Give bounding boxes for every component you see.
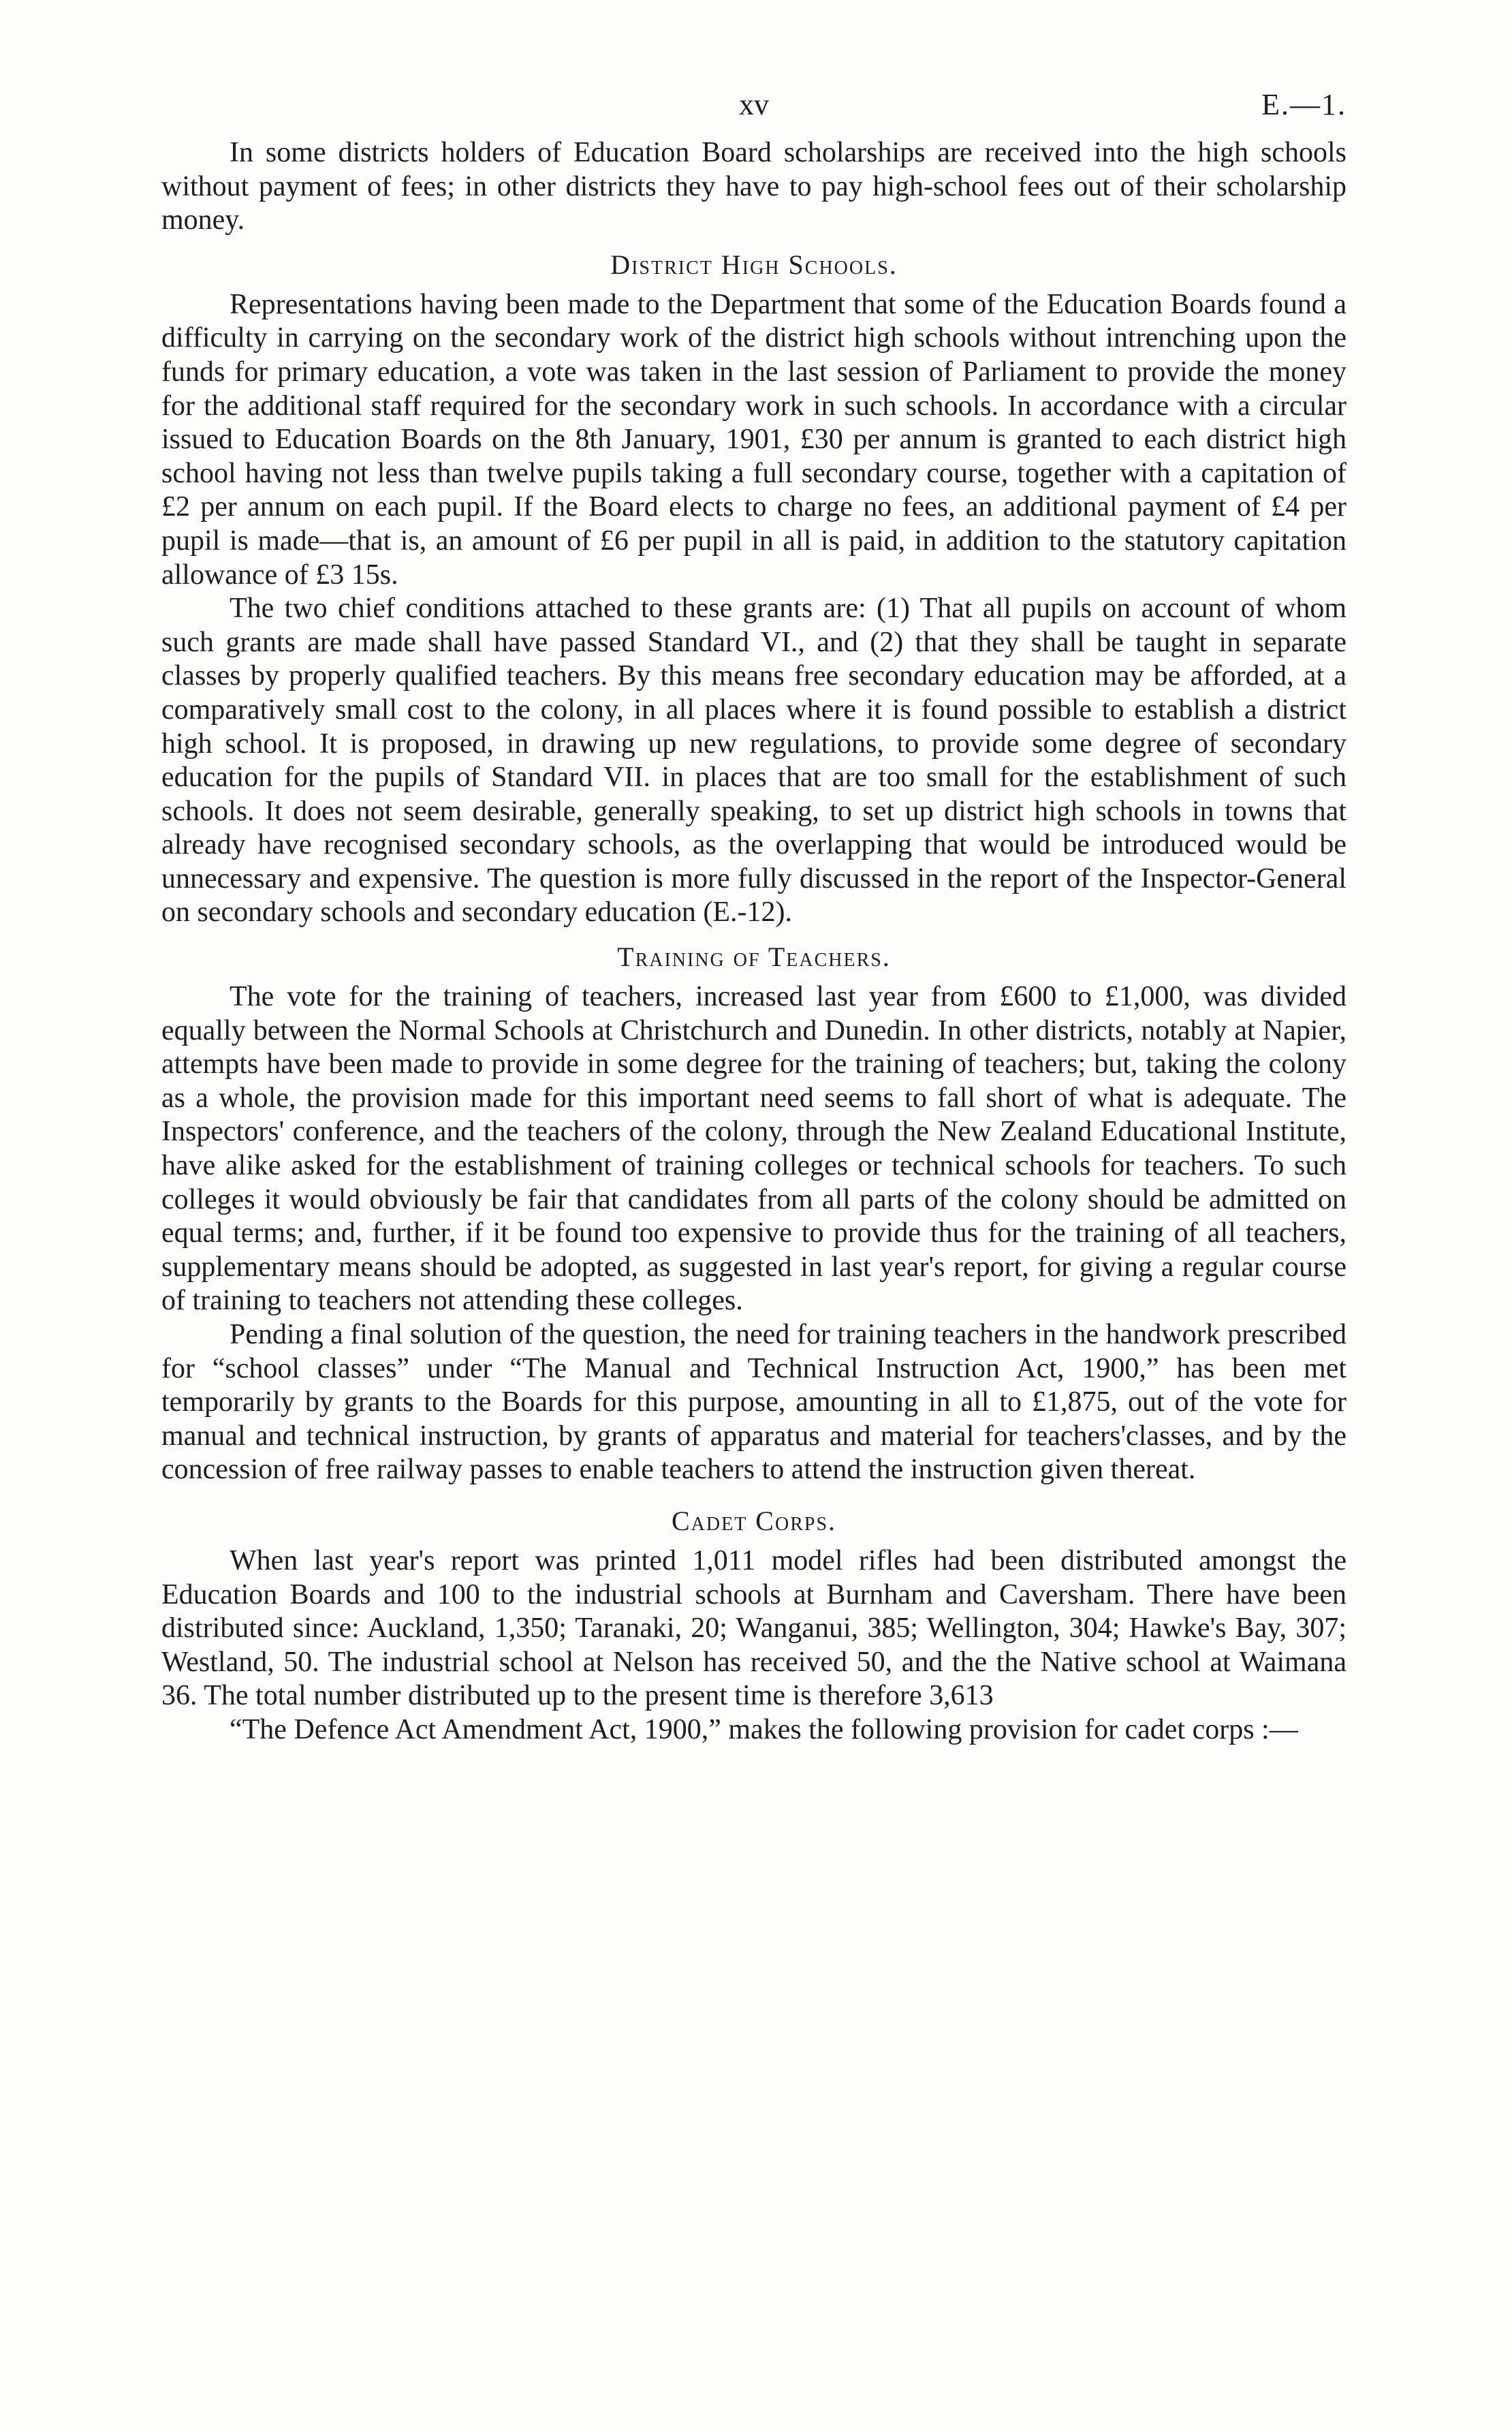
page-number: xv [739, 88, 769, 121]
heading-training-of-teachers: Training of Teachers. [617, 941, 891, 973]
page-header [161, 82, 1346, 136]
heading-cadet-corps: Cadet Corps. [671, 1505, 837, 1536]
paragraph-grant-conditions: The two chief conditions attached to these grants are: (1) That all pupils on account of whom such grants are made shall have passed Standard VI., and (2) that they shall be taught in separate classes by properly qualified teachers. By this means free secondary education may be afforded, at a comparatively small cost to the colony, in all places where it is found possible to establish a district high school. It is proposed, in drawing up new regulations, to provide some degree of secondary education for the pupils of Standard VII. in places that are too small for the establishment of such schools. It does not seem desirable, generally speaking, to set up district high schools in towns that already have recognised secondary schools, as the overlapping that would be introduced would be unnecessary and expensive. The question is more fully discussed in the report of the Inspector-General on secondary schools and secondary education (E.-12). [161, 593, 1346, 929]
paragraph-district-high-schools: Representations having been made to the Department that some of the Education Boards found a difficulty in carrying on the secondary work of the district high schools without intrenching upon the funds for primary education, a vote was taken in the last session of Parliament to provide the money for the additional staff required for the secondary work in such schools. In accordance with a circular issued to Education Boards on the 8th January, 1901, £30 per annum is granted to each district high school having not less than twelve pupils taking a full secondary course, together with a capitation of £2 per annum on each pupil. If the Board elects to charge no fees, an additional payment of £4 per pupil is made—that is, an amount of £6 per pupil in all is paid, in addition to the statutory capitation allowance of £3 15s. [161, 288, 1346, 591]
document-page [161, 82, 1346, 1747]
paragraph-model-rifles: When last year's report was printed 1,011 model rifles had been distributed amongst the Education Boards and 100 to the industrial schools at Burnham and Caversham. There have been distributed since: Auckland, 1,350; Taranaki, 20; Wanganui, 385; Wellington, 304; Hawke's Bay, 307; Westland, 50. The industrial school at Nelson has received 50, and the the Native school at Waimana 36. The total number distributed up to the present time is therefore 3,613 [161, 1544, 1346, 1712]
paragraph-defence-act: “The Defence Act Amendment Act, 1900,” makes the following provision for cadet corps :— [230, 1713, 1298, 1745]
series-reference: E.—1. [1261, 88, 1346, 121]
paragraph-handwork-training: Pending a final solution of the question, the need for training teachers in the handwork prescribed for “school classes” under “The Manual and Technical Instruction Act, 1900,” has been met temporarily by grants to the Boards for this purpose, amounting in all to £1,875, out of the vote for manual and technical instruction, by grants of apparatus and material for teachers'classes, and by the concession of free railway passes to enable teachers to attend the instruction given thereat. [161, 1319, 1346, 1486]
paragraph-training-vote: The vote for the training of teachers, increased last year from £600 to £1,000, was divided equally between the Normal Schools at Christchurch and Dunedin. In other districts, notably at Napier, attempts have been made to provide in some degree for the training of teachers; but, taking the colony as a whole, the provision made for this important need seems to fall short of what is adequate. The Inspectors' conference, and the teachers of the colony, through the New Zealand Educational Institute, have alike asked for the establishment of training colleges or technical schools for teachers. To such colleges it would obviously be fair that candidates from all parts of the colony should be admitted on equal terms; and, further, if it be found too expensive to provide thus for the training of all teachers, supplementary means should be adopted, as suggested in last year's report, for giving a regular course of training to teachers not attending these colleges. [161, 981, 1346, 1317]
heading-district-high-schools: District High Schools. [610, 249, 898, 280]
paragraph-scholarships: In some districts holders of Education Board scholarships are received into the high schools without payment of fees; in other districts they have to pay high-school fees out of their scholarship money. [161, 137, 1346, 236]
